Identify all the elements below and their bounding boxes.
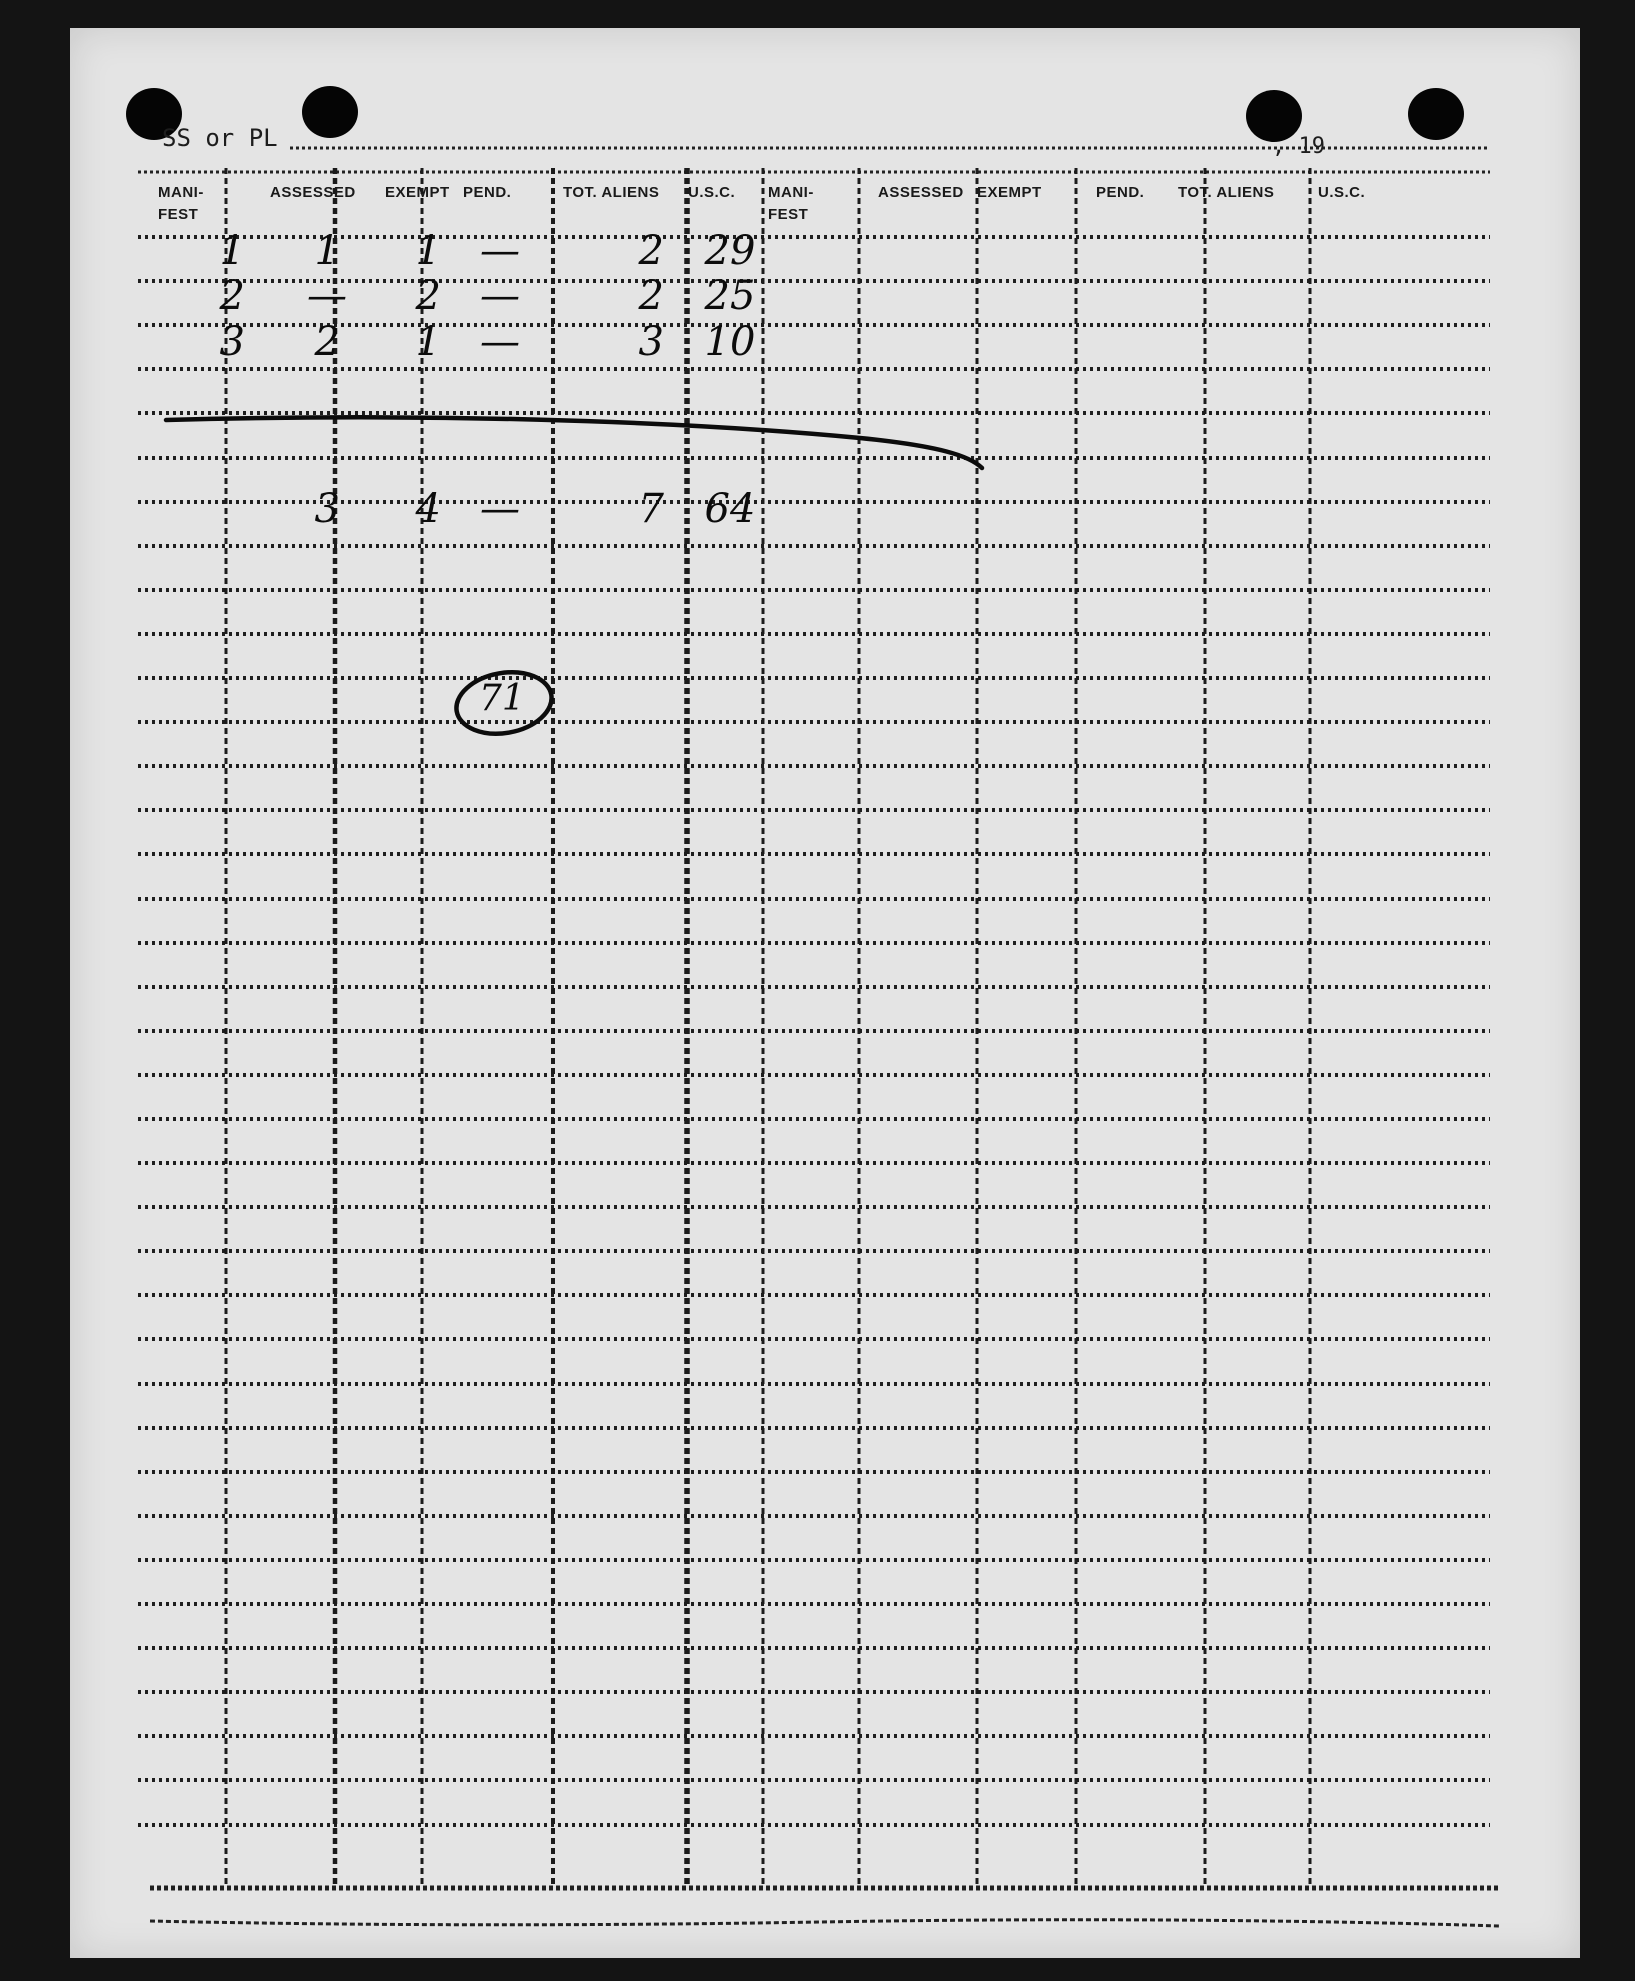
total-tot_aliens-value: 7: [638, 486, 664, 532]
row-1-exempt-value: 1: [415, 228, 441, 274]
row-2-pend-value: —: [480, 273, 520, 319]
row-2-manifest-value: 2: [219, 273, 245, 319]
right-header-exempt: EXEMPT: [977, 184, 1042, 201]
row-3-manifest-value: 3: [219, 319, 245, 365]
row-2-tot_aliens-value: 2: [638, 273, 664, 319]
left-header-exempt: EXEMPT: [385, 184, 450, 201]
grand-total-value: 71: [479, 678, 525, 719]
punch-hole: [1408, 88, 1464, 140]
total-usc-value: 64: [704, 486, 756, 532]
row-1-manifest-value: 1: [219, 228, 245, 274]
row-3-pend-value: —: [480, 319, 520, 365]
total-exempt-value: 4: [415, 486, 441, 532]
row-1-usc-value: 29: [704, 228, 756, 274]
form-grid: [70, 28, 1580, 1958]
row-1-tot_aliens-value: 2: [638, 228, 664, 274]
row-1-pend-value: —: [480, 228, 520, 274]
row-3-exempt-value: 1: [415, 319, 441, 365]
left-header-assessed: ASSESSED: [270, 184, 356, 201]
row-2-usc-value: 25: [704, 273, 756, 319]
row-1-assessed-value: 1: [314, 228, 340, 274]
row-3-tot_aliens-value: 3: [638, 319, 664, 365]
row-3-assessed-value: 2: [314, 319, 340, 365]
right-header-manifest: MANI- FEST: [768, 184, 814, 223]
year-label: , 19: [1272, 134, 1325, 159]
right-header-assessed: ASSESSED: [878, 184, 964, 201]
right-header-tot_aliens: TOT. ALIENS: [1178, 184, 1275, 201]
vessel-label: SS or PL: [162, 124, 278, 152]
total-assessed-value: 3: [314, 486, 340, 532]
row-2-assessed-value: —: [307, 273, 347, 319]
left-header-pend: PEND.: [463, 184, 512, 201]
total-pend-value: —: [480, 486, 520, 532]
bottom-edge-rule: [150, 1920, 1500, 1926]
row-2-exempt-value: 2: [415, 273, 441, 319]
right-header-usc: U.S.C.: [1318, 184, 1366, 201]
form-page: [70, 28, 1580, 1958]
punch-hole: [302, 86, 358, 138]
row-3-usc-value: 10: [704, 319, 756, 365]
right-header-pend: PEND.: [1096, 184, 1145, 201]
left-header-tot_aliens: TOT. ALIENS: [563, 184, 660, 201]
left-header-usc: U.S.C.: [688, 184, 736, 201]
left-header-manifest: MANI- FEST: [158, 184, 204, 223]
